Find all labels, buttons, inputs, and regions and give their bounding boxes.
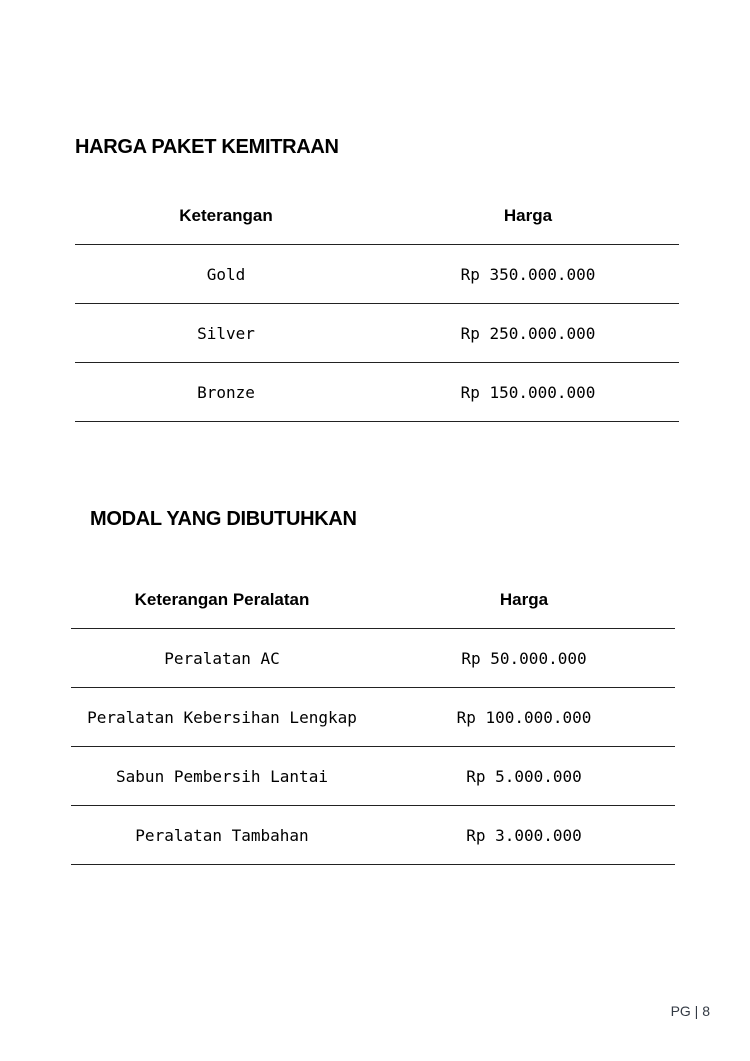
table-row bbox=[71, 688, 675, 747]
row-peralatan-cell: Peralatan Kebersihan Lengkap bbox=[71, 688, 373, 747]
row-harga-cell: Rp 5.000.000 bbox=[373, 747, 675, 806]
row-harga-cell: Rp 350.000.000 bbox=[377, 245, 679, 304]
table-row bbox=[75, 245, 679, 304]
row-harga-cell: Rp 3.000.000 bbox=[373, 806, 675, 865]
row-harga-cell: Rp 50.000.000 bbox=[373, 629, 675, 688]
column-header-keterangan: Keterangan bbox=[75, 188, 377, 245]
section-title-harga-paket: HARGA PAKET KEMITRAAN bbox=[75, 136, 339, 158]
row-peralatan-cell: Sabun Pembersih Lantai bbox=[71, 747, 373, 806]
table-row bbox=[71, 629, 675, 688]
row-harga-cell: Rp 250.000.000 bbox=[377, 304, 679, 363]
table-header-row bbox=[75, 188, 679, 245]
table-header-row bbox=[71, 571, 675, 629]
table-row bbox=[75, 304, 679, 363]
modal-table bbox=[71, 571, 675, 865]
column-header-harga: Harga bbox=[373, 571, 675, 629]
section-title-modal: MODAL YANG DIBUTUHKAN bbox=[90, 508, 357, 530]
row-keterangan-cell: Gold bbox=[75, 245, 377, 304]
table-row bbox=[75, 363, 679, 422]
column-header-harga: Harga bbox=[377, 188, 679, 245]
table-row bbox=[71, 806, 675, 865]
row-peralatan-cell: Peralatan AC bbox=[71, 629, 373, 688]
page-number: PG | 8 bbox=[670, 1003, 710, 1019]
column-header-keterangan-peralatan: Keterangan Peralatan bbox=[71, 571, 373, 629]
row-keterangan-cell: Bronze bbox=[75, 363, 377, 422]
harga-paket-table bbox=[75, 188, 679, 422]
row-harga-cell: Rp 100.000.000 bbox=[373, 688, 675, 747]
table-row bbox=[71, 747, 675, 806]
row-peralatan-cell: Peralatan Tambahan bbox=[71, 806, 373, 865]
row-keterangan-cell: Silver bbox=[75, 304, 377, 363]
row-harga-cell: Rp 150.000.000 bbox=[377, 363, 679, 422]
